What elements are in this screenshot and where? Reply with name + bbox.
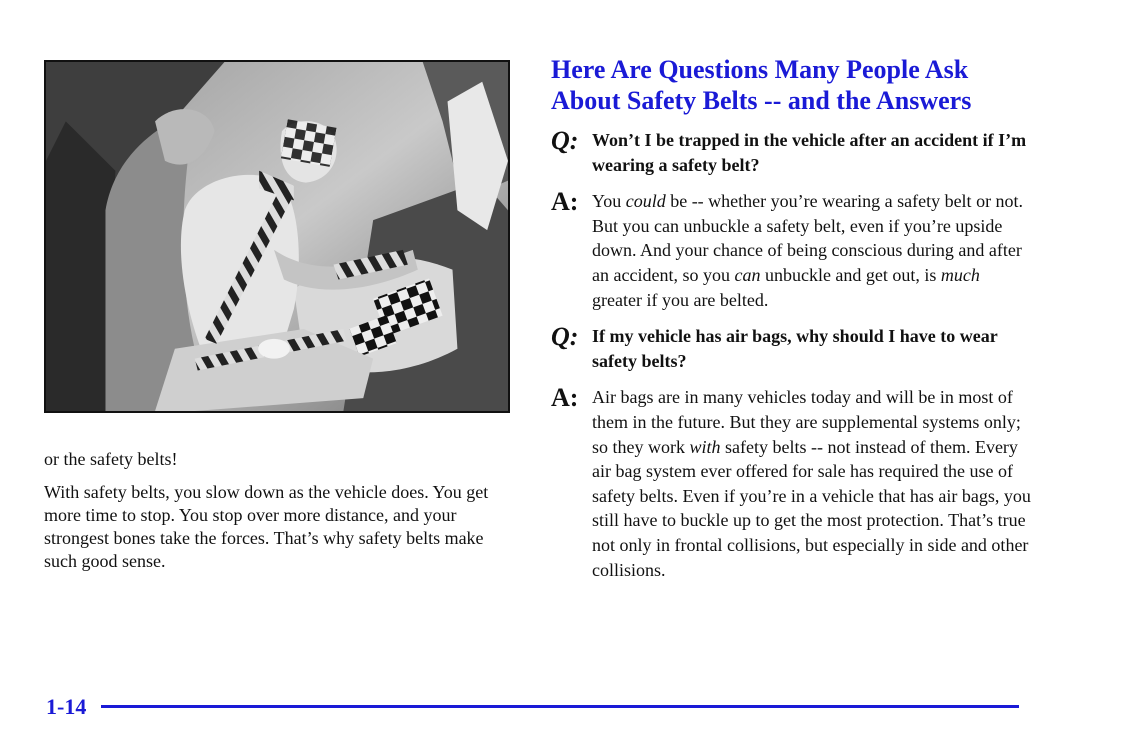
question-marker: Q:: [551, 126, 579, 155]
question-1: [551, 128, 1031, 177]
answer-marker: A:: [551, 383, 579, 413]
answer-1-emphasis-can: can: [734, 264, 761, 285]
safety-belts-paragraph: With safety belts, you slow down as the vehicle does. You get more time to stop. You stop over more distance, and your strongest bones take the forces. That’s why safety belts make such good sense.: [44, 482, 489, 571]
answer-2-emphasis-with: with: [689, 436, 721, 457]
answer-1: [551, 189, 1031, 312]
question-2-text: If my vehicle has air bags, why should I have to wear safety belts?: [592, 326, 998, 371]
answer-1-part-3: unbuckle and get out, is: [760, 264, 941, 285]
left-column-text: [44, 448, 519, 573]
heading-line-2: About Safety Belts -- and the Answers: [551, 86, 972, 115]
answer-1-part-4: greater if you are belted.: [592, 289, 769, 310]
crash-test-illustration: [46, 62, 508, 411]
question-2: [551, 324, 1031, 373]
answer-2: [551, 385, 1031, 582]
answer-1-part-1: You: [592, 191, 626, 212]
crash-test-photo: [44, 60, 510, 413]
footer-rule: [101, 705, 1019, 708]
intro-line: or the safety belts!: [44, 449, 178, 469]
qa-section: [551, 54, 1031, 594]
heading-line-1: Here Are Questions Many People Ask: [551, 55, 969, 84]
question-1-text: Won’t I be trapped in the vehicle after an accident if I’m wearing a safety belt?: [592, 130, 1027, 175]
answer-1-text: [592, 189, 1031, 312]
answer-2-part-2: safety belts -- not instead of them. Every air bag system ever offered for sale has required the use of safety belts. Even if you’re in a vehicle that has air bags, you still have to buckle up to get the most protection. That’s true not only in frontal collisions, but especially in side and other collisions.: [592, 436, 1031, 580]
question-marker: Q:: [551, 322, 579, 352]
answer-marker: A:: [551, 187, 579, 217]
answer-1-emphasis-could: could: [625, 191, 666, 212]
answer-2-part-1: Air bags are in many vehicles today and will be in most of them in the future. But they are supplemental systems only; so they work: [592, 387, 1021, 457]
answer-1-part-2: be -- whether you’re wearing a safety belt or not. But you can unbuckle a safety belt, even if you’re upside down. And your chance of being conscious during and after an accident, so you: [592, 191, 1024, 285]
section-heading: [551, 54, 1031, 116]
answer-2-text: [592, 385, 1031, 582]
answer-1-emphasis-much: much: [940, 264, 980, 285]
page-number: 1-14: [46, 694, 87, 719]
